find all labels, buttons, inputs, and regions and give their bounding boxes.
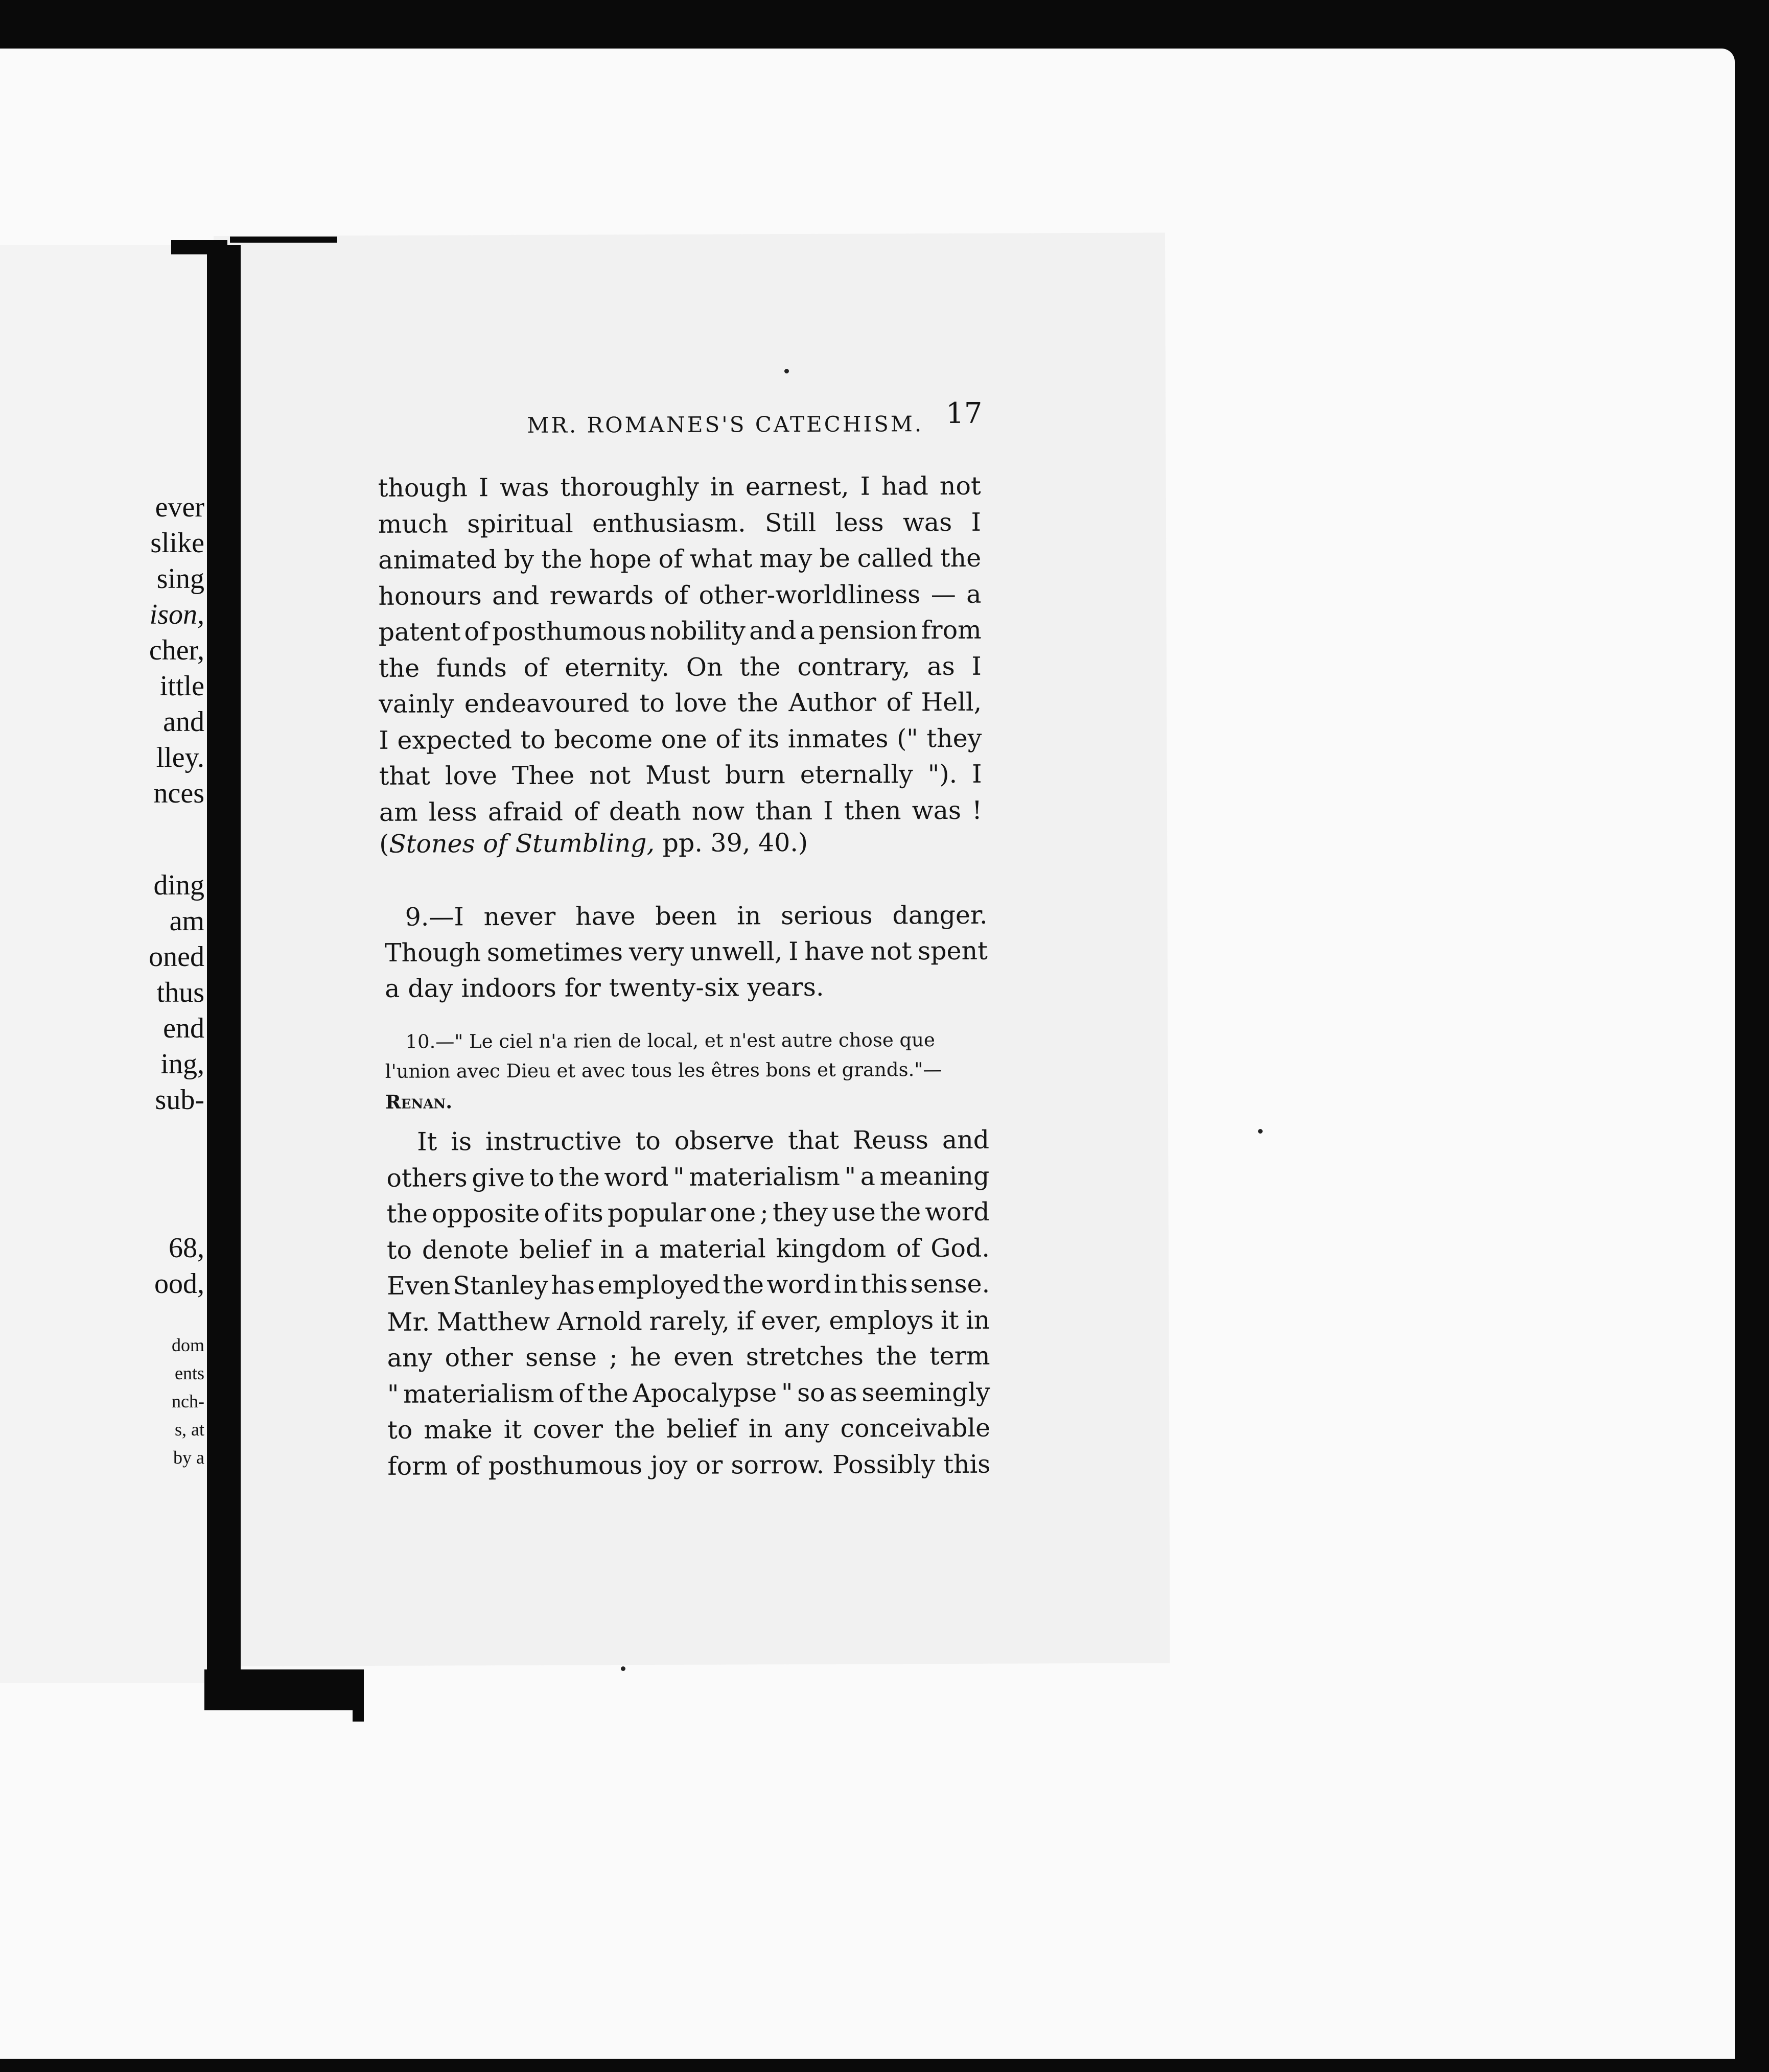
clamp-bottom-tab <box>353 1686 364 1722</box>
left-page-line: ood, <box>154 1268 204 1300</box>
binding-clamp <box>207 245 241 1693</box>
left-page-line: am <box>169 905 204 937</box>
para2-line: 9.—I never have been in serious danger. <box>405 900 988 932</box>
left-page-line: nces <box>153 778 204 809</box>
left-facing-page <box>0 245 221 1683</box>
clamp-bottom <box>204 1669 364 1710</box>
para3-line: any other sense ; he even stretches the term <box>387 1341 990 1373</box>
left-page-line: lley. <box>156 742 204 773</box>
left-page-line: ever <box>155 491 204 523</box>
para2-line: Though sometimes very unwell, I have not spent <box>384 936 988 968</box>
left-page-line: sub- <box>155 1084 204 1116</box>
left-page-line: cher, <box>149 634 204 666</box>
running-head: MR. ROMANES'S CATECHISM. <box>527 411 924 438</box>
quote-line: 10.—" Le ciel n'a rien de local, et n'est autre chose que <box>405 1029 935 1053</box>
left-page-line: thus <box>156 977 204 1008</box>
left-page-line: ison, <box>149 599 204 630</box>
left-page-line: nch- <box>172 1391 204 1411</box>
left-page-line: and <box>163 706 204 738</box>
citation-title: Stones of Stumbling, <box>389 828 655 859</box>
para1-line: the funds of eternity. On the contrary, as I <box>378 651 982 683</box>
speck <box>621 1666 625 1671</box>
para3-line: to denote belief in a material kingdom of God. <box>386 1233 990 1265</box>
citation-line <box>379 830 982 857</box>
para1-line: that love Thee not Must burn eternally "). I <box>379 759 982 791</box>
left-page-line: slike <box>150 527 204 559</box>
para1-line: honours and rewards of other-worldliness — a <box>378 579 982 611</box>
left-page-line: ing, <box>160 1048 204 1080</box>
para3-line: the opposite of its popular one ; they use the word <box>386 1197 990 1229</box>
speck <box>1258 1129 1263 1134</box>
speck <box>784 369 789 373</box>
left-page-line: ents <box>175 1363 204 1383</box>
quote-author: Renan. <box>385 1090 453 1113</box>
page-number: 17 <box>946 396 983 430</box>
left-page-line: end <box>163 1013 204 1044</box>
right-border <box>1735 0 1769 2072</box>
citation-open: ( <box>379 829 389 859</box>
para3-line: form of posthumous joy or sorrow. Possibly this <box>387 1449 991 1481</box>
para1-line: patent of posthumous nobility and a pension from <box>378 615 982 647</box>
left-page-line: by a <box>173 1447 204 1468</box>
quote-line: l'union avec Dieu et avec tous les êtres bons et grands."— <box>385 1058 942 1082</box>
para3-line: others give to the word " materialism " a meaning <box>386 1161 990 1193</box>
para1-line: much spiritual enthusiasm. Still less was I <box>378 507 982 539</box>
para1-line: I expected to become one of its inmates (" they <box>379 723 982 755</box>
left-page-line: 68, <box>169 1232 204 1264</box>
para3-line: " materialism of the Apocalypse " so as seemingly <box>387 1377 990 1409</box>
para1-line: vainly endeavoured to love the Author of Hell, <box>379 687 982 719</box>
clamp-top <box>171 240 227 254</box>
para3-line: Even Stanley has employed the word in this sense. <box>387 1269 990 1301</box>
para1-line: animated by the hope of what may be called the <box>378 543 982 575</box>
para2-line: a day indoors for twenty-six years. <box>385 972 824 1003</box>
para3-line: It is instructive to observe that Reuss and <box>417 1125 990 1157</box>
para3-line: to make it cover the belief in any conceivable <box>387 1413 991 1445</box>
left-page-line: dom <box>171 1335 204 1355</box>
left-page-line: ding <box>153 869 204 901</box>
left-page-line: s, at <box>175 1419 204 1440</box>
clamp-top-edge <box>230 237 337 243</box>
left-page-line: oned <box>149 941 204 973</box>
para1-line: though I was thoroughly in earnest, I had not <box>378 471 981 503</box>
left-page-line: ittle <box>159 670 204 702</box>
para3-line: Mr. Matthew Arnold rarely, if ever, employs it in <box>387 1305 990 1337</box>
citation-pages: pp. 39, 40.) <box>654 828 808 858</box>
left-page-line: sing <box>156 563 204 595</box>
book-page <box>214 233 1170 1666</box>
para1-line: am less afraid of death now than I then was ! <box>379 795 982 827</box>
